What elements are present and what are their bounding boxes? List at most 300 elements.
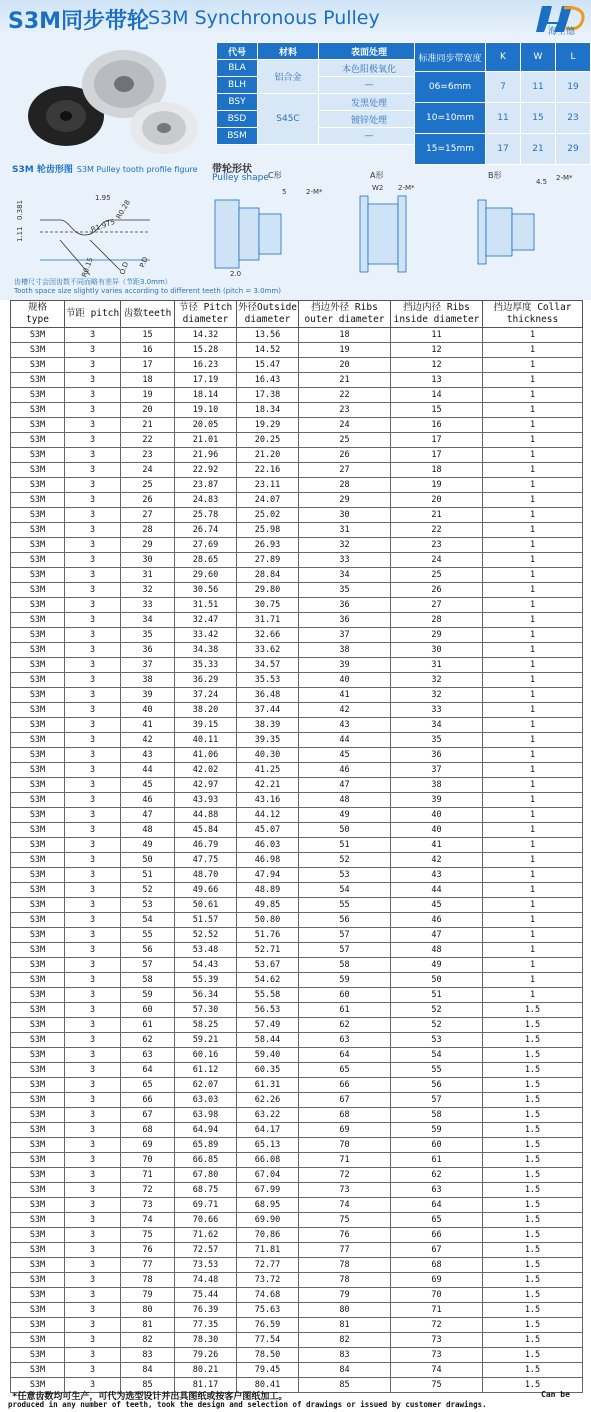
table-cell: 19 bbox=[391, 478, 483, 493]
table-cell: S3M bbox=[11, 883, 65, 898]
footer-note-cn: *任意齿数均可生产，可代为选型设计并出具图纸或按客户图纸加工。 bbox=[12, 1392, 288, 1402]
table-cell: S3M bbox=[11, 568, 65, 583]
table-cell: 1 bbox=[483, 793, 583, 808]
table-cell: 3 bbox=[65, 493, 121, 508]
width-l: 19 bbox=[556, 72, 591, 103]
table-cell: 67.80 bbox=[175, 1168, 237, 1183]
table-row bbox=[11, 1033, 583, 1048]
table-row bbox=[11, 553, 583, 568]
shape-dim: 5 bbox=[282, 188, 287, 196]
table-cell: 75 bbox=[121, 1228, 175, 1243]
table-cell: S3M bbox=[11, 373, 65, 388]
table-cell: S3M bbox=[11, 928, 65, 943]
table-cell: S3M bbox=[11, 1213, 65, 1228]
table-row bbox=[11, 988, 583, 1003]
table-cell: 19 bbox=[299, 343, 391, 358]
table-cell: 1 bbox=[483, 538, 583, 553]
table-row bbox=[11, 658, 583, 673]
table-cell: S3M bbox=[11, 433, 65, 448]
table-cell: 57.49 bbox=[237, 1018, 299, 1033]
table-cell: 17.38 bbox=[237, 388, 299, 403]
table-row bbox=[11, 1018, 583, 1033]
table-cell: S3M bbox=[11, 1018, 65, 1033]
table-cell: 3 bbox=[65, 1123, 121, 1138]
table-cell: 85 bbox=[121, 1378, 175, 1393]
table-cell: 51 bbox=[391, 988, 483, 1003]
table-cell: 79.26 bbox=[175, 1348, 237, 1363]
table-cell: 32.47 bbox=[175, 613, 237, 628]
table-cell: 70 bbox=[121, 1153, 175, 1168]
page-title-en: S3M Synchronous Pulley bbox=[148, 7, 380, 29]
mat-material-al: 铝合金 bbox=[258, 60, 319, 94]
table-cell: 20.05 bbox=[175, 418, 237, 433]
table-cell: 3 bbox=[65, 328, 121, 343]
table-cell: 73.53 bbox=[175, 1258, 237, 1273]
table-cell: S3M bbox=[11, 1228, 65, 1243]
table-cell: 32 bbox=[391, 673, 483, 688]
logo-text: 海士德 bbox=[548, 27, 576, 37]
table-cell: 1 bbox=[483, 703, 583, 718]
width-header-l: L bbox=[556, 43, 591, 72]
table-row bbox=[11, 913, 583, 928]
table-cell: 61.12 bbox=[175, 1063, 237, 1078]
table-cell: 3 bbox=[65, 658, 121, 673]
table-cell: 3 bbox=[65, 1108, 121, 1123]
table-cell: 43.16 bbox=[237, 793, 299, 808]
table-cell: 3 bbox=[65, 598, 121, 613]
table-cell: 31 bbox=[391, 658, 483, 673]
width-label: 06=6mm bbox=[415, 72, 486, 103]
table-cell: 1 bbox=[483, 448, 583, 463]
table-cell: 3 bbox=[65, 628, 121, 643]
table-cell: 20 bbox=[121, 403, 175, 418]
table-cell: 67 bbox=[391, 1243, 483, 1258]
table-cell: 81 bbox=[299, 1318, 391, 1333]
table-row bbox=[11, 733, 583, 748]
table-cell: 34 bbox=[299, 568, 391, 583]
table-row bbox=[11, 1048, 583, 1063]
table-cell: 76 bbox=[299, 1228, 391, 1243]
table-cell: 46.03 bbox=[237, 838, 299, 853]
table-cell: 52.71 bbox=[237, 943, 299, 958]
table-cell: 58 bbox=[299, 958, 391, 973]
table-cell: 70.66 bbox=[175, 1213, 237, 1228]
table-row bbox=[11, 808, 583, 823]
table-cell: 70.86 bbox=[237, 1228, 299, 1243]
table-cell: 75.44 bbox=[175, 1288, 237, 1303]
table-cell: 3 bbox=[65, 1288, 121, 1303]
table-cell: 46 bbox=[121, 793, 175, 808]
table-cell: 58.44 bbox=[237, 1033, 299, 1048]
table-cell: 1 bbox=[483, 748, 583, 763]
table-cell: 32 bbox=[121, 583, 175, 598]
table-cell: 14.52 bbox=[237, 343, 299, 358]
table-cell: 55 bbox=[121, 928, 175, 943]
table-cell: 51.57 bbox=[175, 913, 237, 928]
table-cell: 33 bbox=[299, 553, 391, 568]
table-cell: 3 bbox=[65, 463, 121, 478]
table-cell: 43.93 bbox=[175, 793, 237, 808]
table-cell: 1.5 bbox=[483, 1378, 583, 1393]
table-cell: 1 bbox=[483, 778, 583, 793]
table-cell: 21.01 bbox=[175, 433, 237, 448]
mat-treatment: — bbox=[319, 77, 420, 94]
table-cell: 42.02 bbox=[175, 763, 237, 778]
table-cell: S3M bbox=[11, 838, 65, 853]
table-cell: 37 bbox=[121, 658, 175, 673]
table-cell: 1 bbox=[483, 463, 583, 478]
table-cell: 44.12 bbox=[237, 808, 299, 823]
table-row bbox=[11, 1213, 583, 1228]
table-cell: 60 bbox=[299, 988, 391, 1003]
table-cell: 28 bbox=[299, 478, 391, 493]
table-row bbox=[11, 508, 583, 523]
table-cell: 57 bbox=[299, 943, 391, 958]
table-cell: S3M bbox=[11, 763, 65, 778]
table-cell: 25.78 bbox=[175, 508, 237, 523]
table-cell: 40.30 bbox=[237, 748, 299, 763]
table-cell: 66.85 bbox=[175, 1153, 237, 1168]
table-cell: S3M bbox=[11, 1063, 65, 1078]
table-cell: S3M bbox=[11, 1318, 65, 1333]
table-cell: 28.84 bbox=[237, 568, 299, 583]
table-cell: 3 bbox=[65, 973, 121, 988]
mat-treatment: — bbox=[319, 128, 420, 145]
table-cell: 1 bbox=[483, 628, 583, 643]
table-cell: 1.5 bbox=[483, 1363, 583, 1378]
table-cell: 43 bbox=[121, 748, 175, 763]
table-cell: 35.53 bbox=[237, 673, 299, 688]
table-cell: 49.66 bbox=[175, 883, 237, 898]
table-cell: 64.17 bbox=[237, 1123, 299, 1138]
table-cell: S3M bbox=[11, 1258, 65, 1273]
table-cell: 47 bbox=[391, 928, 483, 943]
table-cell: 74 bbox=[299, 1198, 391, 1213]
table-cell: 3 bbox=[65, 733, 121, 748]
table-cell: 1 bbox=[483, 823, 583, 838]
table-cell: 3 bbox=[65, 1363, 121, 1378]
mat-treatment: 发黑处理 bbox=[319, 94, 420, 111]
table-cell: 3 bbox=[65, 1333, 121, 1348]
table-cell: 35 bbox=[391, 733, 483, 748]
table-cell: 3 bbox=[65, 763, 121, 778]
pulley-b-shape-icon bbox=[478, 200, 534, 264]
table-cell: 24.83 bbox=[175, 493, 237, 508]
table-cell: S3M bbox=[11, 1138, 65, 1153]
table-cell: 78 bbox=[121, 1273, 175, 1288]
table-cell: 79 bbox=[299, 1288, 391, 1303]
table-cell: 3 bbox=[65, 748, 121, 763]
table-cell: 1.5 bbox=[483, 1063, 583, 1078]
table-cell: 70 bbox=[299, 1138, 391, 1153]
table-row bbox=[11, 778, 583, 793]
table-row bbox=[11, 1348, 583, 1363]
table-cell: 43 bbox=[391, 868, 483, 883]
table-row bbox=[11, 763, 583, 778]
table-cell: 47 bbox=[299, 778, 391, 793]
table-cell: 1 bbox=[483, 358, 583, 373]
profile-dim: R1.975 bbox=[89, 217, 117, 234]
table-cell: 65.89 bbox=[175, 1138, 237, 1153]
table-cell: S3M bbox=[11, 1153, 65, 1168]
table-row bbox=[11, 1288, 583, 1303]
table-cell: 74 bbox=[391, 1363, 483, 1378]
table-cell: 25 bbox=[391, 568, 483, 583]
table-row bbox=[11, 1333, 583, 1348]
spec-header-row bbox=[11, 301, 583, 328]
width-l: 23 bbox=[556, 103, 591, 134]
width-l: 29 bbox=[556, 134, 591, 165]
table-cell: 3 bbox=[65, 1243, 121, 1258]
table-cell: 3 bbox=[65, 568, 121, 583]
table-cell: 28 bbox=[121, 523, 175, 538]
table-cell: 3 bbox=[65, 673, 121, 688]
header-en: type bbox=[26, 314, 49, 325]
table-row bbox=[11, 1228, 583, 1243]
table-cell: 44 bbox=[121, 763, 175, 778]
table-cell: 35.33 bbox=[175, 658, 237, 673]
table-cell: 45.84 bbox=[175, 823, 237, 838]
table-cell: 24 bbox=[391, 553, 483, 568]
table-cell: 1 bbox=[483, 493, 583, 508]
mat-code: BSY bbox=[217, 94, 258, 111]
table-cell: S3M bbox=[11, 703, 65, 718]
spec-table bbox=[10, 300, 583, 1393]
table-cell: 45 bbox=[391, 898, 483, 913]
table-cell: 55.39 bbox=[175, 973, 237, 988]
profile-dim: 1.11 bbox=[16, 226, 24, 242]
table-cell: 1 bbox=[483, 328, 583, 343]
table-cell: 3 bbox=[65, 1228, 121, 1243]
table-cell: 38 bbox=[121, 673, 175, 688]
table-cell: 3 bbox=[65, 1378, 121, 1393]
table-cell: 22.92 bbox=[175, 463, 237, 478]
table-cell: 1 bbox=[483, 838, 583, 853]
table-cell: 53.48 bbox=[175, 943, 237, 958]
table-cell: 3 bbox=[65, 1033, 121, 1048]
table-cell: 72.57 bbox=[175, 1243, 237, 1258]
table-cell: 3 bbox=[65, 403, 121, 418]
table-cell: 29.60 bbox=[175, 568, 237, 583]
table-cell: 26.93 bbox=[237, 538, 299, 553]
table-cell: 24.07 bbox=[237, 493, 299, 508]
table-row bbox=[11, 673, 583, 688]
table-cell: 3 bbox=[65, 853, 121, 868]
table-cell: 57 bbox=[121, 958, 175, 973]
mat-header-material: 材料 bbox=[258, 43, 319, 60]
table-cell: 59 bbox=[299, 973, 391, 988]
table-row bbox=[11, 643, 583, 658]
table-cell: 49 bbox=[391, 958, 483, 973]
table-cell: S3M bbox=[11, 343, 65, 358]
table-cell: 56.53 bbox=[237, 1003, 299, 1018]
table-cell: 73 bbox=[299, 1183, 391, 1198]
material-table bbox=[216, 42, 420, 145]
table-cell: 42 bbox=[121, 733, 175, 748]
table-cell: 38.20 bbox=[175, 703, 237, 718]
table-cell: 46 bbox=[391, 913, 483, 928]
table-cell: 21 bbox=[299, 373, 391, 388]
table-cell: 41.06 bbox=[175, 748, 237, 763]
table-cell: 1 bbox=[483, 853, 583, 868]
table-cell: 58 bbox=[121, 973, 175, 988]
belt-width-table bbox=[414, 42, 591, 165]
table-cell: 1 bbox=[483, 988, 583, 1003]
table-cell: 15.47 bbox=[237, 358, 299, 373]
table-cell: 35 bbox=[299, 583, 391, 598]
profile-title bbox=[12, 162, 198, 175]
table-cell: 3 bbox=[65, 898, 121, 913]
table-cell: 17 bbox=[121, 358, 175, 373]
table-cell: 3 bbox=[65, 1258, 121, 1273]
table-cell: 1 bbox=[483, 883, 583, 898]
table-cell: 12 bbox=[391, 343, 483, 358]
table-cell: 78.30 bbox=[175, 1333, 237, 1348]
table-cell: S3M bbox=[11, 1303, 65, 1318]
table-cell: 68 bbox=[299, 1108, 391, 1123]
table-cell: 85 bbox=[299, 1378, 391, 1393]
table-cell: 38 bbox=[391, 778, 483, 793]
header-cn: 挡边外径 bbox=[311, 302, 350, 313]
header-en: pitch bbox=[90, 308, 120, 319]
table-cell: 55 bbox=[391, 1063, 483, 1078]
table-cell: 16 bbox=[391, 418, 483, 433]
table-cell: 59.40 bbox=[237, 1048, 299, 1063]
table-cell: 47.75 bbox=[175, 853, 237, 868]
table-row bbox=[11, 1183, 583, 1198]
table-cell: 69 bbox=[121, 1138, 175, 1153]
table-row bbox=[11, 823, 583, 838]
table-cell: 47.94 bbox=[237, 868, 299, 883]
shape-dim: 2-M* bbox=[306, 188, 323, 196]
table-cell: 73 bbox=[391, 1348, 483, 1363]
table-cell: 23.87 bbox=[175, 478, 237, 493]
table-row bbox=[11, 598, 583, 613]
table-row bbox=[11, 1093, 583, 1108]
table-cell: 3 bbox=[65, 613, 121, 628]
table-cell: 69.71 bbox=[175, 1198, 237, 1213]
table-cell: 32 bbox=[391, 688, 483, 703]
table-cell: 30 bbox=[121, 553, 175, 568]
table-cell: 56 bbox=[121, 943, 175, 958]
table-cell: 26 bbox=[121, 493, 175, 508]
table-cell: 29 bbox=[121, 538, 175, 553]
spec-header-outside-diameter bbox=[237, 301, 299, 328]
shape-title-en: Pulley shape bbox=[212, 173, 269, 183]
table-cell: 84 bbox=[299, 1363, 391, 1378]
profile-note-en: Tooth space size slightly varies according to different teeth (pitch = 3.0mm) bbox=[14, 287, 281, 295]
table-cell: 3 bbox=[65, 913, 121, 928]
table-cell: 65 bbox=[299, 1063, 391, 1078]
table-cell: 3 bbox=[65, 1078, 121, 1093]
table-row bbox=[11, 1303, 583, 1318]
table-cell: 1 bbox=[483, 943, 583, 958]
table-cell: 3 bbox=[65, 928, 121, 943]
table-cell: 71.81 bbox=[237, 1243, 299, 1258]
table-cell: 3 bbox=[65, 1063, 121, 1078]
table-cell: 63.22 bbox=[237, 1108, 299, 1123]
table-cell: 3 bbox=[65, 1093, 121, 1108]
table-cell: 46.79 bbox=[175, 838, 237, 853]
table-row bbox=[11, 583, 583, 598]
profile-title-en: S3M Pulley tooth profile figure bbox=[76, 165, 198, 174]
table-cell: S3M bbox=[11, 493, 65, 508]
table-cell: S3M bbox=[11, 1183, 65, 1198]
table-cell: 72 bbox=[299, 1168, 391, 1183]
header-cn: 挡边内径 bbox=[403, 302, 442, 313]
table-row bbox=[11, 883, 583, 898]
table-cell: 81 bbox=[121, 1318, 175, 1333]
table-cell: 52 bbox=[391, 1018, 483, 1033]
table-cell: S3M bbox=[11, 643, 65, 658]
table-row bbox=[11, 1168, 583, 1183]
table-cell: 21.20 bbox=[237, 448, 299, 463]
mat-header-treatment: 表面处理 bbox=[319, 43, 420, 60]
table-cell: 31.71 bbox=[237, 613, 299, 628]
table-cell: 18.14 bbox=[175, 388, 237, 403]
table-cell: 15 bbox=[121, 328, 175, 343]
table-row bbox=[11, 688, 583, 703]
header-en: teeth bbox=[142, 308, 172, 319]
table-cell: 3 bbox=[65, 1303, 121, 1318]
table-cell: S3M bbox=[11, 808, 65, 823]
header-cn: 齿数 bbox=[123, 308, 143, 319]
table-cell: 24 bbox=[121, 463, 175, 478]
table-cell: 57 bbox=[299, 928, 391, 943]
table-cell: 1.5 bbox=[483, 1288, 583, 1303]
table-row bbox=[11, 928, 583, 943]
table-cell: 3 bbox=[65, 793, 121, 808]
table-cell: 39.15 bbox=[175, 718, 237, 733]
table-row bbox=[11, 718, 583, 733]
table-cell: S3M bbox=[11, 1108, 65, 1123]
spec-header-pitch-diameter bbox=[175, 301, 237, 328]
table-row bbox=[11, 373, 583, 388]
table-cell: 30.75 bbox=[237, 598, 299, 613]
table-cell: 1.5 bbox=[483, 1123, 583, 1138]
table-cell: 45 bbox=[299, 748, 391, 763]
table-cell: 3 bbox=[65, 538, 121, 553]
width-label: 15=15mm bbox=[415, 134, 486, 165]
table-cell: 1 bbox=[483, 523, 583, 538]
table-cell: 51 bbox=[121, 868, 175, 883]
table-cell: 3 bbox=[65, 943, 121, 958]
table-cell: 1.5 bbox=[483, 1093, 583, 1108]
table-row bbox=[11, 1003, 583, 1018]
mat-code: BLH bbox=[217, 77, 258, 94]
table-cell: 68.95 bbox=[237, 1198, 299, 1213]
spec-header-collar bbox=[483, 301, 583, 328]
table-cell: 1 bbox=[483, 958, 583, 973]
table-cell: 36 bbox=[391, 748, 483, 763]
width-header: 标准同步带宽度 bbox=[415, 43, 486, 72]
table-cell: 42.21 bbox=[237, 778, 299, 793]
table-cell: S3M bbox=[11, 853, 65, 868]
table-cell: 17 bbox=[391, 433, 483, 448]
table-cell: 50 bbox=[299, 823, 391, 838]
shape-title-cn: 带轮形状 bbox=[212, 164, 252, 175]
table-cell: 54.43 bbox=[175, 958, 237, 973]
table-cell: S3M bbox=[11, 388, 65, 403]
table-cell: 33.62 bbox=[237, 643, 299, 658]
table-cell: S3M bbox=[11, 973, 65, 988]
table-cell: 43 bbox=[299, 718, 391, 733]
table-cell: 36 bbox=[121, 643, 175, 658]
table-row bbox=[11, 493, 583, 508]
mat-treatment: 镀锌处理 bbox=[319, 111, 420, 128]
table-cell: 3 bbox=[65, 1153, 121, 1168]
table-cell: S3M bbox=[11, 403, 65, 418]
